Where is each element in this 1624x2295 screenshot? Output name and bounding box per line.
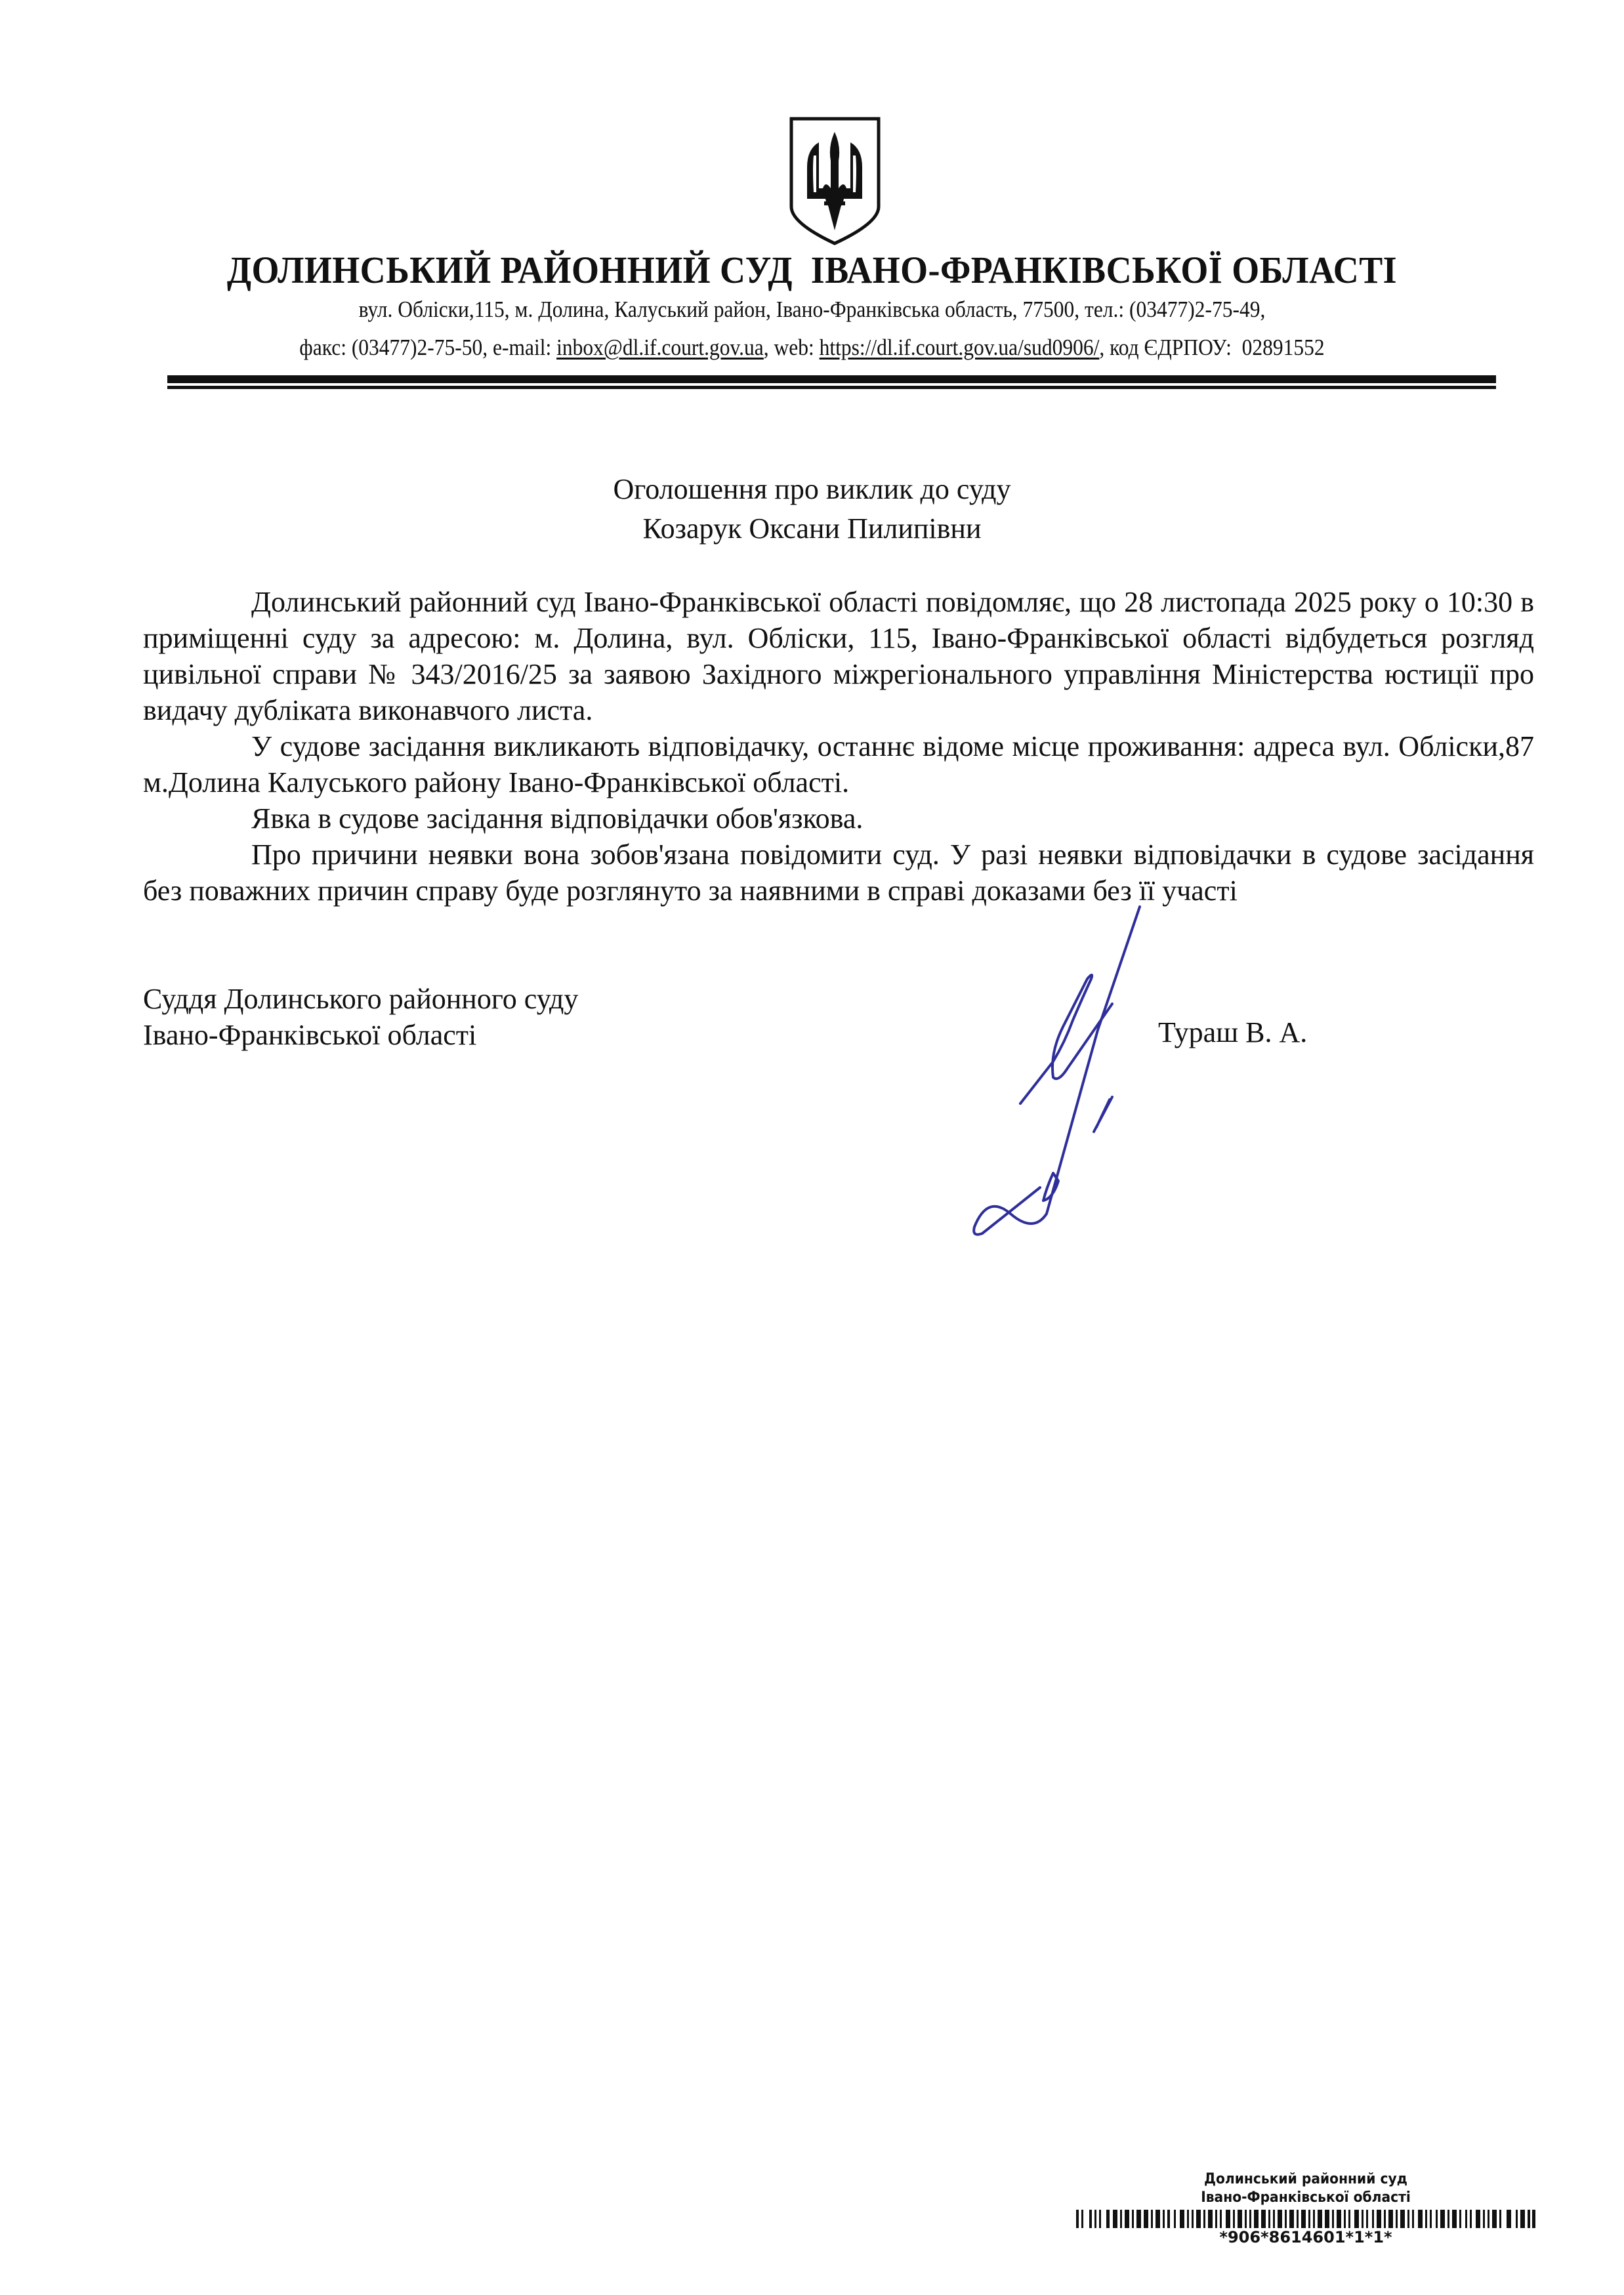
court-name-heading: ДОЛИНСЬКИЙ РАЙОННИЙ СУД ІВАНО-ФРАНКІВСЬКОЇ ОБЛАСТІ <box>226 249 1398 291</box>
stamp-line-2: Івано-Франківської області <box>1201 2189 1411 2206</box>
web-label: , web: <box>763 335 820 360</box>
summoned-person-name: Козарук Оксани Пилипівни <box>642 512 982 545</box>
email-link[interactable]: inbox@dl.if.court.gov.ua <box>556 335 764 360</box>
judge-position <box>143 981 578 1053</box>
notice-body <box>143 584 1534 909</box>
paragraph-hearing-info: Долинський районний суд Івано-Франківської області повідомляє, що 28 листопада 2025 року о 10:30 в приміщенні суду за адресою: м. Долина, вул. Обліски, 115, Івано-Франківської області відбудеться розгляд цивільної справи № 343/2016/25 за заявою Західного міжрегіонального управління Міністерства юстиції про видачу дубліката виконавчого листа. <box>143 586 1534 726</box>
edrpou-code: , код ЄДРПОУ: 02891552 <box>1099 335 1325 360</box>
letterhead-divider-thin <box>167 386 1496 389</box>
court-address: вул. Обліски,115, м. Долина, Калуський район, Івано-Франківська область, 77500, тел.: (03477)2-75-49, <box>358 297 1266 322</box>
stamp-line-1: Долинський районний суд <box>1203 2171 1408 2187</box>
paragraph-absence-consequences: Про причини неявки вона зобов'язана повідомити суд. У разі неявки відповідачки в судове засідання без поважних причин справу буде розглянуто за наявними в справі доказами без її участі <box>143 838 1534 907</box>
handwritten-signature-icon <box>945 905 1161 1247</box>
judge-position-line-1: Суддя Долинського районного суду <box>143 983 579 1015</box>
fax-text: факс: (03477)2-75-50, e-mail: <box>299 335 557 360</box>
barcode-icon <box>1076 2210 1535 2228</box>
judge-name: Тураш В. А. <box>1158 1016 1308 1048</box>
website-link[interactable]: https://dl.if.court.gov.ua/sud0906/ <box>819 335 1100 360</box>
ukraine-coat-of-arms-icon <box>787 115 883 246</box>
paragraph-defendant-address: У судове засідання викликають відповідачку, останнє відоме місце проживання: адреса вул. Обліски,87 м.Долина Калуського району Івано-Франківської області. <box>143 730 1534 798</box>
court-contacts <box>81 335 1543 361</box>
letterhead-divider-thick <box>167 375 1496 383</box>
judge-position-line-2: Івано-Франківської області <box>143 1019 477 1051</box>
barcode-number: *906*8614601*1*1* <box>1219 2228 1392 2246</box>
paragraph-attendance-mandatory: Явка в судове засідання відповідачки обов'язкова. <box>251 802 864 835</box>
notice-title: Оголошення про виклик до суду <box>613 473 1011 505</box>
registry-stamp <box>1076 2170 1535 2246</box>
